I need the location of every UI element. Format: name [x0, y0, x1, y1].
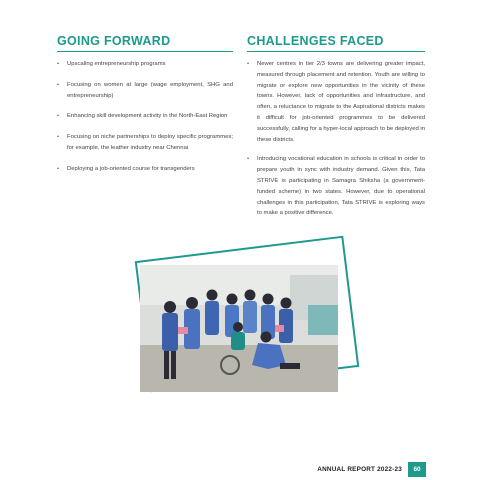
going-forward-section [57, 34, 233, 185]
list-item: • Introducing vocational education in schools is critical in order to prepare youth in sync with industry demand. Given this, Tata STRIVE is participating in Samagra Shiksha (a government-funded scheme) in two states. However, due to operational challenges in this participation, Tata STRIVE is exploring ways to make a positive difference. [247, 154, 425, 219]
list-item: • Upscaling entrepreneurship programs [57, 59, 233, 70]
challenges-faced-list [247, 59, 425, 219]
going-forward-heading: GOING FORWARD [57, 34, 171, 48]
annual-report-label: ANNUAL REPORT 2022-23 [317, 466, 402, 473]
challenges-faced-heading: CHALLENGES FACED [247, 34, 384, 48]
page-footer [317, 462, 426, 477]
list-item: • Focusing on women at large (wage employment, SHG and entrepreneurship) [57, 80, 233, 102]
going-forward-list [57, 59, 233, 175]
page-number: 60 [408, 462, 426, 477]
list-item: • Focusing on niche partnerships to deploy specific programmes; for example, the leather industry near Chennai [57, 132, 233, 154]
list-item: • Deploying a job-oriented course for transgenders [57, 164, 233, 175]
list-item: • Newer centres in tier 2/3 towns are delivering greater impact, measured through placement and retention. Youth are willing to migrate or explore new opportunities in the vicinity of these towns. However, lack of opportunities and infrastructure, and often, a reluctance to migrate to the Aspirational districts makes it difficult for job-oriented programmes to be delivered successfully, calling for a hyper-local approach to be deployed in these districts. [247, 59, 425, 145]
group-photo-illustration [140, 265, 338, 392]
challenges-faced-section [247, 34, 425, 228]
going-forward-rule [57, 51, 233, 52]
group-photo [140, 265, 338, 392]
list-item: • Enhancing skill development activity in the North-East Region [57, 111, 233, 122]
challenges-faced-rule [247, 51, 425, 52]
